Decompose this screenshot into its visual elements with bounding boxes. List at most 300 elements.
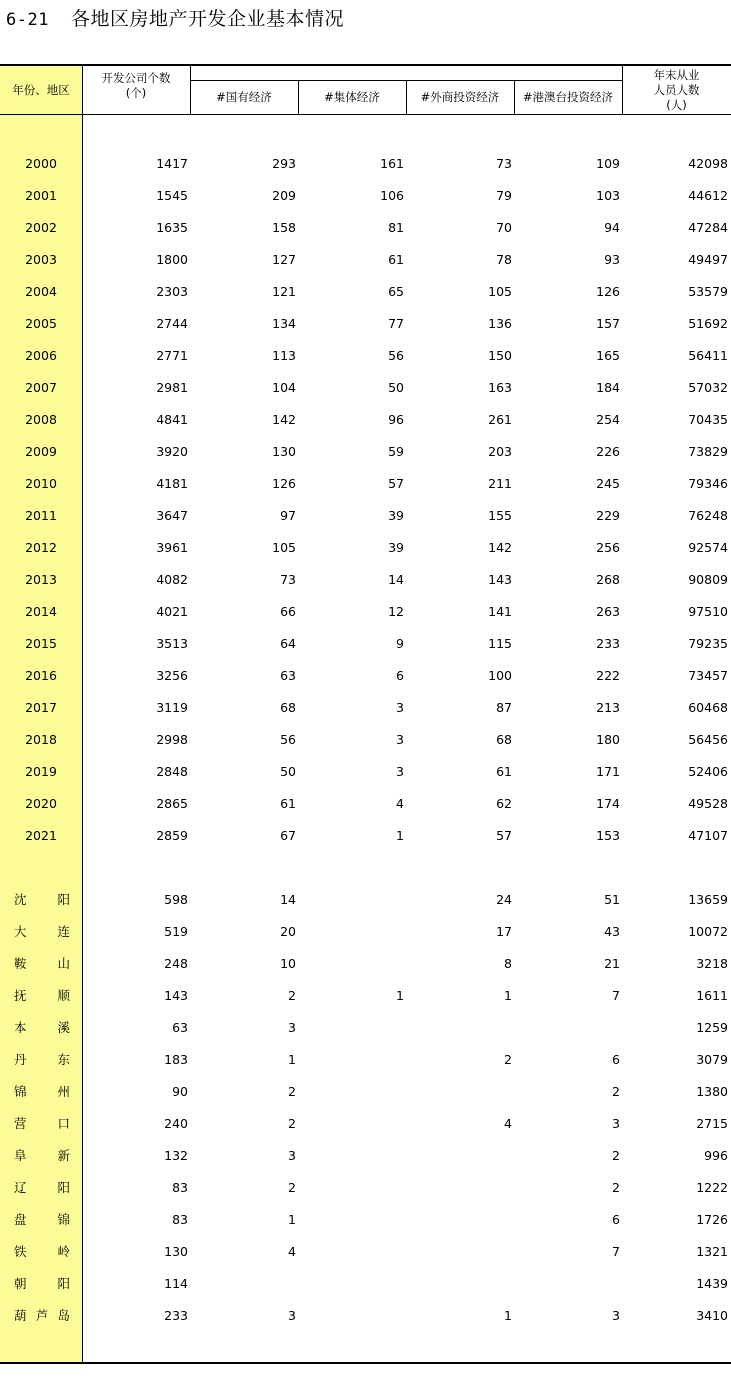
city-label xyxy=(14,1268,70,1300)
year-row xyxy=(0,724,731,756)
hmt-cell: 165 xyxy=(596,348,620,363)
collective-cell: 12 xyxy=(388,604,404,619)
city-label-char: 阳 xyxy=(57,1276,70,1291)
city-row xyxy=(0,1300,731,1332)
employees-cell: 53579 xyxy=(688,284,728,299)
city-row xyxy=(0,980,731,1012)
employees-cell: 60468 xyxy=(688,700,728,715)
year-label: 2012 xyxy=(25,540,57,555)
foreign-cell: 163 xyxy=(488,380,512,395)
state-owned-cell: 134 xyxy=(272,316,296,331)
year-label: 2010 xyxy=(25,476,57,491)
hmt-cell: 2 xyxy=(612,1084,620,1099)
year-label: 2020 xyxy=(25,796,57,811)
companies-cell: 1545 xyxy=(156,188,188,203)
foreign-cell: 155 xyxy=(488,508,512,523)
state-owned-cell: 1 xyxy=(288,1212,296,1227)
state-owned-cell: 3 xyxy=(288,1308,296,1323)
hmt-cell: 226 xyxy=(596,444,620,459)
year-label: 2006 xyxy=(25,348,57,363)
city-label-char: 锦 xyxy=(57,1212,70,1227)
foreign-cell: 70 xyxy=(496,220,512,235)
companies-cell: 240 xyxy=(164,1116,188,1131)
collective-cell: 65 xyxy=(388,284,404,299)
city-label-char: 阜 xyxy=(14,1148,27,1163)
header-hmt: #港澳台投资经济 xyxy=(522,90,614,104)
year-row xyxy=(0,628,731,660)
companies-cell: 3961 xyxy=(156,540,188,555)
year-row xyxy=(0,212,731,244)
companies-cell: 2998 xyxy=(156,732,188,747)
year-label: 2001 xyxy=(25,188,57,203)
state-owned-cell: 64 xyxy=(280,636,296,651)
city-label-char: 鞍 xyxy=(14,956,27,971)
city-label xyxy=(14,1076,70,1108)
employees-cell: 996 xyxy=(704,1148,728,1163)
city-row xyxy=(0,884,731,916)
collective-cell: 77 xyxy=(388,316,404,331)
city-row xyxy=(0,1236,731,1268)
city-label xyxy=(14,948,70,980)
year-label: 2009 xyxy=(25,444,57,459)
state-owned-cell: 104 xyxy=(272,380,296,395)
employees-cell: 1439 xyxy=(696,1276,728,1291)
companies-cell: 130 xyxy=(164,1244,188,1259)
state-owned-cell: 209 xyxy=(272,188,296,203)
companies-cell: 1800 xyxy=(156,252,188,267)
state-owned-cell: 2 xyxy=(288,1180,296,1195)
city-label-char: 营 xyxy=(14,1116,27,1131)
employees-cell: 1726 xyxy=(696,1212,728,1227)
companies-cell: 248 xyxy=(164,956,188,971)
table-number: 6-21 xyxy=(6,10,49,30)
page-title xyxy=(6,6,344,32)
collective-cell: 61 xyxy=(388,252,404,267)
hmt-cell: 233 xyxy=(596,636,620,651)
employees-cell: 49497 xyxy=(688,252,728,267)
year-row xyxy=(0,756,731,788)
hmt-cell: 174 xyxy=(596,796,620,811)
companies-cell: 2848 xyxy=(156,764,188,779)
city-row xyxy=(0,948,731,980)
year-label: 2017 xyxy=(25,700,57,715)
employees-cell: 1259 xyxy=(696,1020,728,1035)
collective-cell: 14 xyxy=(388,572,404,587)
year-label: 2011 xyxy=(25,508,57,523)
city-label-char: 岛 xyxy=(57,1308,70,1323)
state-owned-cell: 1 xyxy=(288,1052,296,1067)
city-row xyxy=(0,1172,731,1204)
companies-cell: 90 xyxy=(172,1084,188,1099)
state-owned-cell: 113 xyxy=(272,348,296,363)
companies-cell: 114 xyxy=(164,1276,188,1291)
employees-cell: 73457 xyxy=(688,668,728,683)
foreign-cell: 78 xyxy=(496,252,512,267)
foreign-cell: 141 xyxy=(488,604,512,619)
city-label-char: 朝 xyxy=(14,1276,27,1291)
companies-cell: 598 xyxy=(164,892,188,907)
state-owned-cell: 126 xyxy=(272,476,296,491)
employees-cell: 1380 xyxy=(696,1084,728,1099)
collective-cell: 81 xyxy=(388,220,404,235)
companies-cell: 4082 xyxy=(156,572,188,587)
year-row xyxy=(0,372,731,404)
employees-cell: 3410 xyxy=(696,1308,728,1323)
foreign-cell: 100 xyxy=(488,668,512,683)
header-employees xyxy=(622,66,731,114)
state-owned-cell: 158 xyxy=(272,220,296,235)
year-row xyxy=(0,660,731,692)
companies-cell: 4181 xyxy=(156,476,188,491)
year-label: 2018 xyxy=(25,732,57,747)
hmt-cell: 94 xyxy=(604,220,620,235)
foreign-cell: 24 xyxy=(496,892,512,907)
city-label-char: 沈 xyxy=(14,892,27,907)
companies-cell: 4841 xyxy=(156,412,188,427)
state-owned-cell: 10 xyxy=(280,956,296,971)
year-label: 2002 xyxy=(25,220,57,235)
city-label-char: 阳 xyxy=(57,1180,70,1195)
city-label-char: 顺 xyxy=(57,988,70,1003)
hmt-cell: 3 xyxy=(612,1308,620,1323)
foreign-cell: 17 xyxy=(496,924,512,939)
table-bottom-rule xyxy=(0,1362,731,1364)
companies-cell: 2865 xyxy=(156,796,188,811)
city-row xyxy=(0,1012,731,1044)
header-companies xyxy=(82,66,190,114)
employees-cell: 92574 xyxy=(688,540,728,555)
year-row xyxy=(0,596,731,628)
foreign-cell: 115 xyxy=(488,636,512,651)
city-label-char: 新 xyxy=(57,1148,70,1163)
city-label-char: 口 xyxy=(57,1116,70,1131)
city-label-char: 州 xyxy=(57,1084,70,1099)
foreign-cell: 1 xyxy=(504,988,512,1003)
collective-cell: 57 xyxy=(388,476,404,491)
hmt-cell: 126 xyxy=(596,284,620,299)
year-label: 2013 xyxy=(25,572,57,587)
foreign-cell: 79 xyxy=(496,188,512,203)
employees-cell: 73829 xyxy=(688,444,728,459)
companies-cell: 3647 xyxy=(156,508,188,523)
table-title: 各地区房地产开发企业基本情况 xyxy=(70,8,344,30)
hmt-cell: 153 xyxy=(596,828,620,843)
city-row xyxy=(0,1076,731,1108)
foreign-cell: 211 xyxy=(488,476,512,491)
state-owned-cell: 4 xyxy=(288,1244,296,1259)
year-row xyxy=(0,436,731,468)
foreign-cell: 4 xyxy=(504,1116,512,1131)
foreign-cell: 136 xyxy=(488,316,512,331)
collective-cell: 59 xyxy=(388,444,404,459)
employees-cell: 56456 xyxy=(688,732,728,747)
city-label xyxy=(14,1012,70,1044)
state-owned-cell: 97 xyxy=(280,508,296,523)
collective-cell: 3 xyxy=(396,700,404,715)
foreign-cell: 2 xyxy=(504,1052,512,1067)
header-bottom-rule xyxy=(0,114,731,115)
city-label xyxy=(14,1300,70,1332)
year-row xyxy=(0,500,731,532)
state-owned-cell: 67 xyxy=(280,828,296,843)
collective-cell: 1 xyxy=(396,988,404,1003)
collective-cell: 56 xyxy=(388,348,404,363)
employees-cell: 47284 xyxy=(688,220,728,235)
city-label-char: 本 xyxy=(14,1020,27,1035)
collective-cell: 3 xyxy=(396,732,404,747)
foreign-cell: 61 xyxy=(496,764,512,779)
employees-cell: 2715 xyxy=(696,1116,728,1131)
city-row xyxy=(0,916,731,948)
year-label: 2007 xyxy=(25,380,57,395)
employees-cell: 49528 xyxy=(688,796,728,811)
companies-cell: 83 xyxy=(172,1180,188,1195)
column-divider xyxy=(406,81,407,114)
hmt-cell: 7 xyxy=(612,1244,620,1259)
column-divider xyxy=(514,81,515,114)
employees-cell: 52406 xyxy=(688,764,728,779)
state-owned-cell: 105 xyxy=(272,540,296,555)
companies-cell: 2771 xyxy=(156,348,188,363)
companies-cell: 143 xyxy=(164,988,188,1003)
hmt-cell: 180 xyxy=(596,732,620,747)
city-label-char: 丹 xyxy=(14,1052,27,1067)
year-row xyxy=(0,468,731,500)
city-label xyxy=(14,980,70,1012)
hmt-cell: 2 xyxy=(612,1180,620,1195)
companies-cell: 3256 xyxy=(156,668,188,683)
employees-cell: 3218 xyxy=(696,956,728,971)
companies-cell: 3119 xyxy=(156,700,188,715)
foreign-cell: 150 xyxy=(488,348,512,363)
hmt-cell: 171 xyxy=(596,764,620,779)
year-label: 2004 xyxy=(25,284,57,299)
state-owned-cell: 127 xyxy=(272,252,296,267)
employees-cell: 76248 xyxy=(688,508,728,523)
header-employees-line3: (人) xyxy=(666,97,687,112)
year-row xyxy=(0,244,731,276)
foreign-cell: 105 xyxy=(488,284,512,299)
hmt-cell: 6 xyxy=(612,1052,620,1067)
hmt-cell: 21 xyxy=(604,956,620,971)
companies-cell: 4021 xyxy=(156,604,188,619)
state-owned-cell: 20 xyxy=(280,924,296,939)
city-label xyxy=(14,884,70,916)
state-owned-cell: 68 xyxy=(280,700,296,715)
state-owned-cell: 2 xyxy=(288,1084,296,1099)
city-label-char: 阳 xyxy=(57,892,70,907)
year-label: 2003 xyxy=(25,252,57,267)
year-label: 2019 xyxy=(25,764,57,779)
state-owned-cell: 63 xyxy=(280,668,296,683)
companies-cell: 63 xyxy=(172,1020,188,1035)
header-foreign: #外商投资经济 xyxy=(420,90,500,104)
city-label-char: 锦 xyxy=(14,1084,27,1099)
foreign-cell: 261 xyxy=(488,412,512,427)
header-companies-line2: (个) xyxy=(125,86,147,100)
foreign-cell: 57 xyxy=(496,828,512,843)
companies-cell: 1417 xyxy=(156,156,188,171)
year-row xyxy=(0,564,731,596)
year-label: 2016 xyxy=(25,668,57,683)
city-label-char: 盘 xyxy=(14,1212,27,1227)
employees-cell: 56411 xyxy=(688,348,728,363)
collective-cell: 50 xyxy=(388,380,404,395)
foreign-cell: 73 xyxy=(496,156,512,171)
companies-cell: 2303 xyxy=(156,284,188,299)
city-row xyxy=(0,1140,731,1172)
hmt-cell: 268 xyxy=(596,572,620,587)
hmt-cell: 6 xyxy=(612,1212,620,1227)
collective-cell: 161 xyxy=(380,156,404,171)
employees-cell: 97510 xyxy=(688,604,728,619)
collective-cell: 3 xyxy=(396,764,404,779)
header-companies-line1: 开发公司个数 xyxy=(101,71,171,85)
employees-cell: 1611 xyxy=(696,988,728,1003)
hmt-cell: 3 xyxy=(612,1116,620,1131)
state-owned-cell: 14 xyxy=(280,892,296,907)
employees-cell: 51692 xyxy=(688,316,728,331)
state-owned-cell: 73 xyxy=(280,572,296,587)
companies-cell: 132 xyxy=(164,1148,188,1163)
collective-cell: 9 xyxy=(396,636,404,651)
employees-cell: 13659 xyxy=(688,892,728,907)
header-state-owned: #国有经济 xyxy=(216,90,272,104)
hmt-cell: 245 xyxy=(596,476,620,491)
city-row xyxy=(0,1268,731,1300)
city-row xyxy=(0,1044,731,1076)
year-row xyxy=(0,532,731,564)
companies-cell: 3513 xyxy=(156,636,188,651)
city-label-char: 溪 xyxy=(57,1020,70,1035)
year-label: 2021 xyxy=(25,828,57,843)
year-row xyxy=(0,404,731,436)
city-label xyxy=(14,916,70,948)
city-label-char: 葫 xyxy=(14,1308,27,1323)
city-label-char: 大 xyxy=(14,924,27,939)
foreign-cell: 1 xyxy=(504,1308,512,1323)
foreign-cell: 142 xyxy=(488,540,512,555)
city-label xyxy=(14,1140,70,1172)
state-owned-cell: 2 xyxy=(288,1116,296,1131)
companies-cell: 83 xyxy=(172,1212,188,1227)
hmt-cell: 222 xyxy=(596,668,620,683)
column-divider xyxy=(622,66,623,114)
year-row xyxy=(0,148,731,180)
city-label xyxy=(14,1236,70,1268)
city-label-char: 东 xyxy=(57,1052,70,1067)
city-row xyxy=(0,1108,731,1140)
collective-cell: 1 xyxy=(396,828,404,843)
year-row xyxy=(0,180,731,212)
employees-cell: 57032 xyxy=(688,380,728,395)
hmt-cell: 256 xyxy=(596,540,620,555)
companies-cell: 233 xyxy=(164,1308,188,1323)
companies-cell: 3920 xyxy=(156,444,188,459)
column-divider xyxy=(190,66,191,114)
companies-cell: 1635 xyxy=(156,220,188,235)
city-label-char: 辽 xyxy=(14,1180,27,1195)
collective-cell: 39 xyxy=(388,508,404,523)
hmt-cell: 254 xyxy=(596,412,620,427)
hmt-cell: 109 xyxy=(596,156,620,171)
companies-cell: 2981 xyxy=(156,380,188,395)
hmt-cell: 157 xyxy=(596,316,620,331)
collective-cell: 6 xyxy=(396,668,404,683)
companies-cell: 183 xyxy=(164,1052,188,1067)
data-table xyxy=(0,64,731,1364)
companies-cell: 519 xyxy=(164,924,188,939)
year-row xyxy=(0,820,731,852)
hmt-cell: 7 xyxy=(612,988,620,1003)
hmt-cell: 229 xyxy=(596,508,620,523)
employees-cell: 1321 xyxy=(696,1244,728,1259)
employees-cell: 10072 xyxy=(688,924,728,939)
collective-cell: 4 xyxy=(396,796,404,811)
city-label-char: 铁 xyxy=(14,1244,27,1259)
hmt-cell: 263 xyxy=(596,604,620,619)
state-owned-cell: 61 xyxy=(280,796,296,811)
city-label-char: 连 xyxy=(57,924,70,939)
hmt-cell: 51 xyxy=(604,892,620,907)
foreign-cell: 143 xyxy=(488,572,512,587)
employees-cell: 79235 xyxy=(688,636,728,651)
employees-cell: 42098 xyxy=(688,156,728,171)
city-label xyxy=(14,1172,70,1204)
foreign-cell: 68 xyxy=(496,732,512,747)
state-owned-cell: 3 xyxy=(288,1020,296,1035)
header-collective: #集体经济 xyxy=(324,90,380,104)
state-owned-cell: 121 xyxy=(272,284,296,299)
city-label-char: 山 xyxy=(57,956,70,971)
employees-cell: 70435 xyxy=(688,412,728,427)
year-label: 2015 xyxy=(25,636,57,651)
employees-cell: 3079 xyxy=(696,1052,728,1067)
hmt-cell: 43 xyxy=(604,924,620,939)
collective-cell: 96 xyxy=(388,412,404,427)
year-row xyxy=(0,788,731,820)
year-label: 2008 xyxy=(25,412,57,427)
state-owned-cell: 3 xyxy=(288,1148,296,1163)
state-owned-cell: 50 xyxy=(280,764,296,779)
hmt-cell: 93 xyxy=(604,252,620,267)
foreign-cell: 8 xyxy=(504,956,512,971)
hmt-cell: 103 xyxy=(596,188,620,203)
header-region: 年份、地区 xyxy=(12,82,70,97)
employees-cell: 79346 xyxy=(688,476,728,491)
hmt-cell: 213 xyxy=(596,700,620,715)
foreign-cell: 62 xyxy=(496,796,512,811)
city-label-char: 抚 xyxy=(14,988,27,1003)
collective-cell: 106 xyxy=(380,188,404,203)
state-owned-cell: 56 xyxy=(280,732,296,747)
year-label: 2014 xyxy=(25,604,57,619)
collective-cell: 39 xyxy=(388,540,404,555)
year-row xyxy=(0,308,731,340)
foreign-cell: 87 xyxy=(496,700,512,715)
city-label xyxy=(14,1204,70,1236)
companies-cell: 2744 xyxy=(156,316,188,331)
year-row xyxy=(0,692,731,724)
state-owned-cell: 66 xyxy=(280,604,296,619)
header-employees-line1: 年末从业 xyxy=(653,67,700,82)
hmt-cell: 184 xyxy=(596,380,620,395)
city-label xyxy=(14,1108,70,1140)
state-owned-cell: 130 xyxy=(272,444,296,459)
year-label: 2000 xyxy=(25,156,57,171)
employees-cell: 1222 xyxy=(696,1180,728,1195)
state-owned-cell: 293 xyxy=(272,156,296,171)
